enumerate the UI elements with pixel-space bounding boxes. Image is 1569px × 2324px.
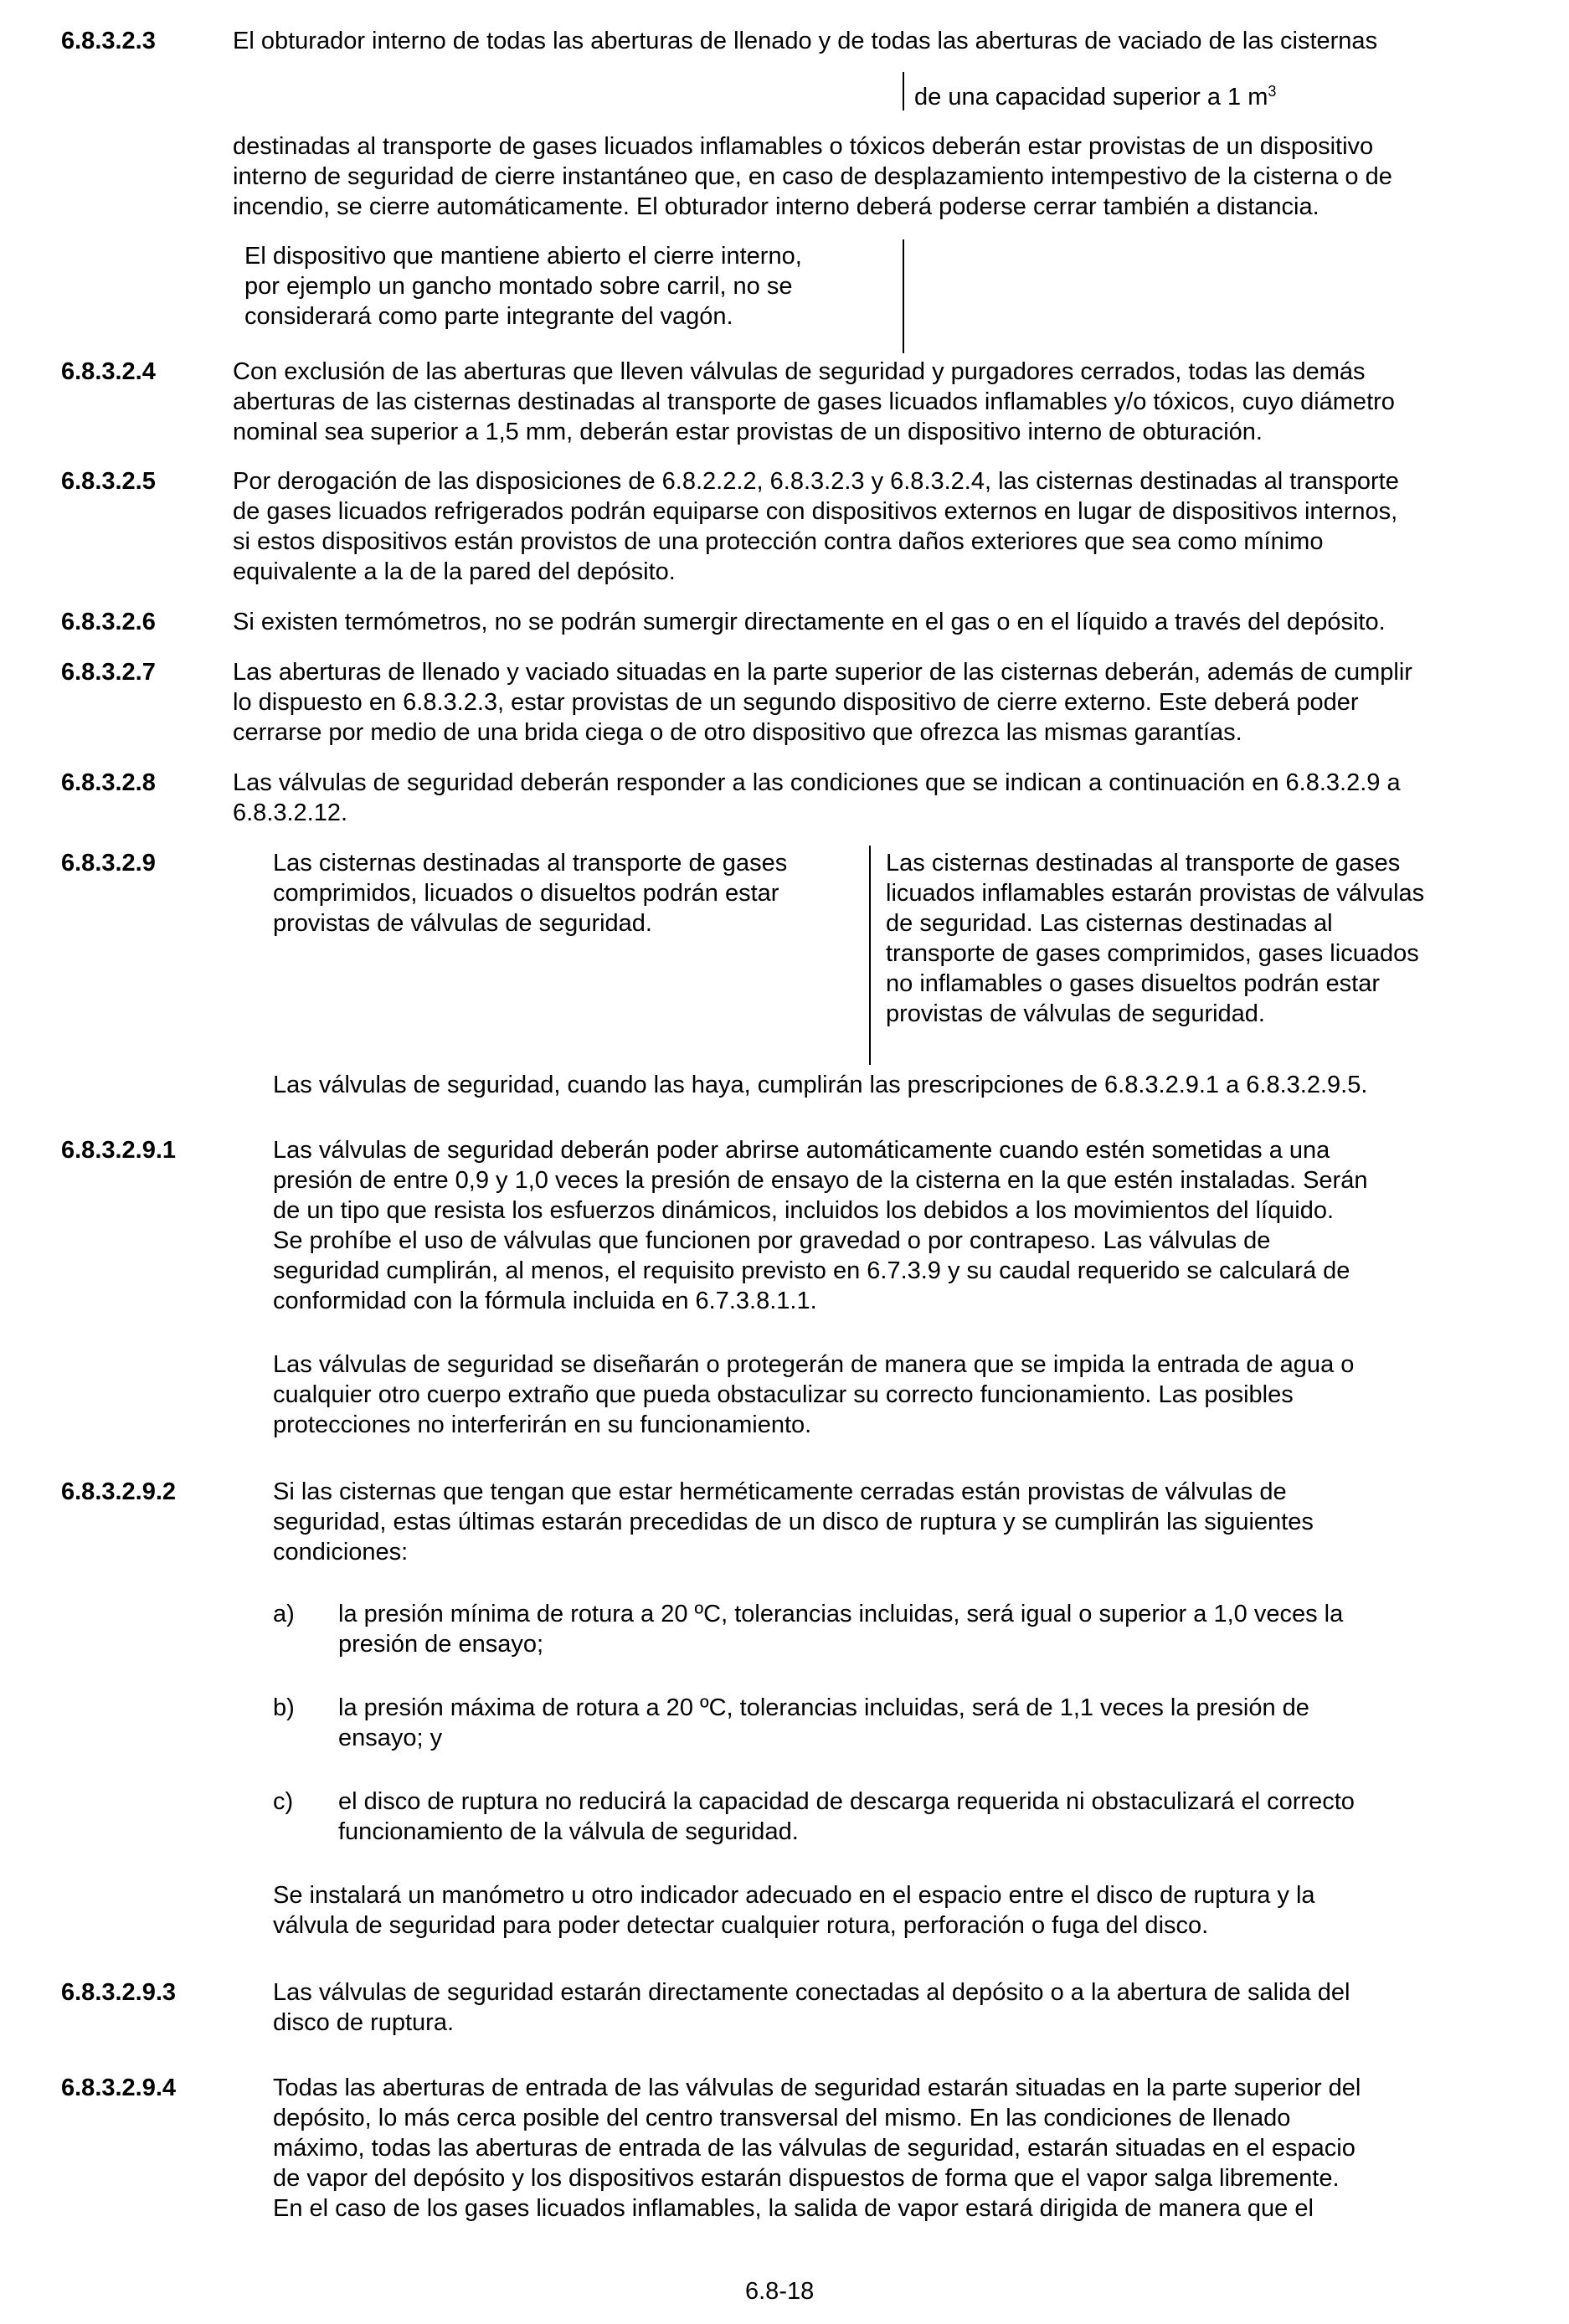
paragraph-line: Si existen termómetros, no se podrán sumergir directamente en el gas o en el líquido a través del depósito. xyxy=(233,609,1386,635)
paragraph-line: Las válvulas de seguridad deberán responder a las condiciones que se indican a continuación en 6.8.3.2.9 a xyxy=(233,769,1401,796)
paragraph-line: lo dispuesto en 6.8.3.2.3, estar provistas de un segundo dispositivo de cierre externo. Este deberá poder xyxy=(233,689,1359,716)
paragraph-line: depósito, lo más cerca posible del centro transversal del mismo. En las condiciones de llenado xyxy=(273,2105,1291,2131)
paragraph-line: 6.8.3.2.12. xyxy=(233,800,348,826)
paragraph-line: Se prohíbe el uso de válvulas que funcionen por gravedad o por contrapeso. Las válvulas de xyxy=(273,1227,1271,1254)
section-number: 6.8.3.2.6 xyxy=(61,609,156,635)
paragraph-line: de gases licuados refrigerados podrán equiparse con dispositivos externos en lugar de dispositivos internos, xyxy=(233,498,1398,525)
section-number: 6.8.3.2.9.3 xyxy=(61,1979,177,2006)
note-line: por ejemplo un gancho montado sobre carril, no se xyxy=(244,273,793,300)
section-number: 6.8.3.2.9.1 xyxy=(61,1137,177,1164)
right-column-line: transporte de gases comprimidos, gases licuados xyxy=(886,940,1419,967)
paragraph-line: válvula de seguridad para poder detectar cualquier rotura, perforación o fuga del disco. xyxy=(273,1912,1209,1939)
section-number: 6.8.3.2.9.2 xyxy=(61,1478,177,1505)
list-item-line: funcionamiento de la válvula de seguridad. xyxy=(338,1818,799,1845)
paragraph-line: cerrarse por medio de una brida ciega o de otro dispositivo que ofrezca las mismas garantías. xyxy=(233,719,1242,746)
paragraph-line: interno de seguridad de cierre instantáneo que, en caso de desplazamiento intempestivo de la cisterna o de xyxy=(233,163,1392,190)
section-number: 6.8.3.2.4 xyxy=(61,358,156,385)
paragraph-line: Si las cisternas que tengan que estar herméticamente cerradas están provistas de válvulas de xyxy=(273,1478,1287,1505)
left-column-line: provistas de válvulas de seguridad. xyxy=(273,910,652,937)
section-number: 6.8.3.2.9 xyxy=(61,850,156,877)
paragraph-line: Las válvulas de seguridad, cuando las haya, cumplirán las prescripciones de 6.8.3.2.9.1 a 6.8.3.2.9.5. xyxy=(273,1072,1368,1098)
paragraph-line: seguridad, estas últimas estarán precedidas de un disco de ruptura y se cumplirán las siguientes xyxy=(273,1509,1314,1535)
list-item-line: la presión mínima de rotura a 20 ºC, tolerancias incluidas, será igual o superior a 1,0 veces la xyxy=(338,1601,1344,1627)
section-number: 6.8.3.2.7 xyxy=(61,659,156,686)
paragraph-line: cualquier otro cuerpo extraño que pueda obstaculizar su correcto funcionamiento. Las posibles xyxy=(273,1381,1294,1408)
section-number: 6.8.3.2.3 xyxy=(61,28,156,54)
paragraph-line: aberturas de las cisternas destinadas al transporte de gases licuados inflamables y/o tóxicos, cuyo diámetro xyxy=(233,388,1395,415)
section-number: 6.8.3.2.5 xyxy=(61,468,156,495)
paragraph-line: Las válvulas de seguridad se diseñarán o protegerán de manera que se impida la entrada de agua o xyxy=(273,1351,1355,1378)
right-column-line: no inflamables o gases disueltos podrán estar xyxy=(886,970,1381,997)
paragraph-line: máximo, todas las aberturas de entrada de las válvulas de seguridad, estarán situadas en el espacio xyxy=(273,2135,1356,2162)
page-number: 6.8-18 xyxy=(745,2278,815,2305)
paragraph-line: de un tipo que resista los esfuerzos dinámicos, incluidos los debidos a los movimientos del líquido. xyxy=(273,1197,1335,1224)
inserted-text: de una capacidad superior a 1 $m^3$ xyxy=(914,83,1277,111)
list-item-line: el disco de ruptura no reducirá la capacidad de descarga requerida ni obstaculizará el correcto xyxy=(338,1788,1355,1815)
note-line: considerará como parte integrante del vagón. xyxy=(244,303,733,330)
paragraph-line: destinadas al transporte de gases licuados inflamables o tóxicos deberán estar provistas de un dispositivo xyxy=(233,133,1374,160)
paragraph-line: Las válvulas de seguridad estarán directamente conectadas al depósito o a la abertura de salida del xyxy=(273,1979,1350,2006)
list-label: b) xyxy=(273,1694,295,1721)
section-number: 6.8.3.2.8 xyxy=(61,769,156,796)
section-number: 6.8.3.2.9.4 xyxy=(61,2075,177,2101)
paragraph-line: Con exclusión de las aberturas que lleven válvulas de seguridad y purgadores cerrados, todas las demás xyxy=(233,358,1366,385)
paragraph-line: seguridad cumplirán, al menos, el requisito previsto en 6.7.3.9 y su caudal requerido se calculará de xyxy=(273,1257,1350,1284)
paragraph-line: En el caso de los gases licuados inflamables, la salida de vapor estará dirigida de manera que el xyxy=(273,2195,1314,2222)
paragraph-line: nominal sea superior a 1,5 mm, deberán estar provistas de un dispositivo interno de obturación. xyxy=(233,419,1263,445)
right-column-line: provistas de válvulas de seguridad. xyxy=(886,1000,1265,1027)
change-bar xyxy=(903,239,904,353)
column-divider xyxy=(869,846,871,1065)
paragraph-line: equivalente a la de la pared del depósito. xyxy=(233,558,676,585)
list-item-line: la presión máxima de rotura a 20 ºC, tolerancias incluidas, será de 1,1 veces la presión de xyxy=(338,1694,1309,1721)
list-item-line: ensayo; y xyxy=(338,1725,443,1751)
paragraph-line: disco de ruptura. xyxy=(273,2009,455,2036)
paragraph-line: si estos dispositivos están provistos de una protección contra daños exteriores que sea como mínimo xyxy=(233,528,1324,555)
paragraph-line: Las aberturas de llenado y vaciado situadas en la parte superior de las cisternas deberán, además de cumplir xyxy=(233,659,1412,686)
paragraph-line: conformidad con la fórmula incluida en 6.7.3.8.1.1. xyxy=(273,1288,817,1314)
paragraph-line: presión de entre 0,9 y 1,0 veces la presión de ensayo de la cisterna en la que estén instaladas. Serán xyxy=(273,1167,1368,1194)
note-line: El dispositivo que mantiene abierto el cierre interno, xyxy=(244,243,802,270)
paragraph-line: Se instalará un manómetro u otro indicador adecuado en el espacio entre el disco de ruptura y la xyxy=(273,1882,1315,1909)
paragraph-line: protecciones no interferirán en su funcionamiento. xyxy=(273,1411,812,1438)
paragraph-line: Las válvulas de seguridad deberán poder abrirse automáticamente cuando estén sometidas a una xyxy=(273,1137,1330,1164)
list-label: c) xyxy=(273,1788,294,1815)
list-item-line: presión de ensayo; xyxy=(338,1631,544,1658)
right-column-line: licuados inflamables estarán provistas de válvulas xyxy=(886,880,1425,907)
right-column-line: Las cisternas destinadas al transporte de gases xyxy=(886,850,1401,877)
paragraph-line: El obturador interno de todas las aberturas de llenado y de todas las aberturas de vaciado de las cisternas xyxy=(233,28,1378,54)
paragraph-line: Todas las aberturas de entrada de las válvulas de seguridad estarán situadas en la parte superior del xyxy=(273,2075,1361,2101)
paragraph-line: incendio, se cierre automáticamente. El obturador interno deberá poderse cerrar también a distancia. xyxy=(233,193,1320,220)
paragraph-line: condiciones: xyxy=(273,1539,409,1566)
change-bar xyxy=(903,72,904,111)
paragraph-line: de vapor del depósito y los dispositivos estarán dispuestos de forma que el vapor salga libremente. xyxy=(273,2165,1340,2192)
left-column-line: Las cisternas destinadas al transporte de gases xyxy=(273,850,788,877)
right-column-line: de seguridad. Las cisternas destinadas al xyxy=(886,910,1333,937)
list-label: a) xyxy=(273,1601,295,1627)
paragraph-line: Por derogación de las disposiciones de 6.8.2.2.2, 6.8.3.2.3 y 6.8.3.2.4, las cisternas destinadas al transporte xyxy=(233,468,1399,495)
left-column-line: comprimidos, licuados o disueltos podrán estar xyxy=(273,880,779,907)
